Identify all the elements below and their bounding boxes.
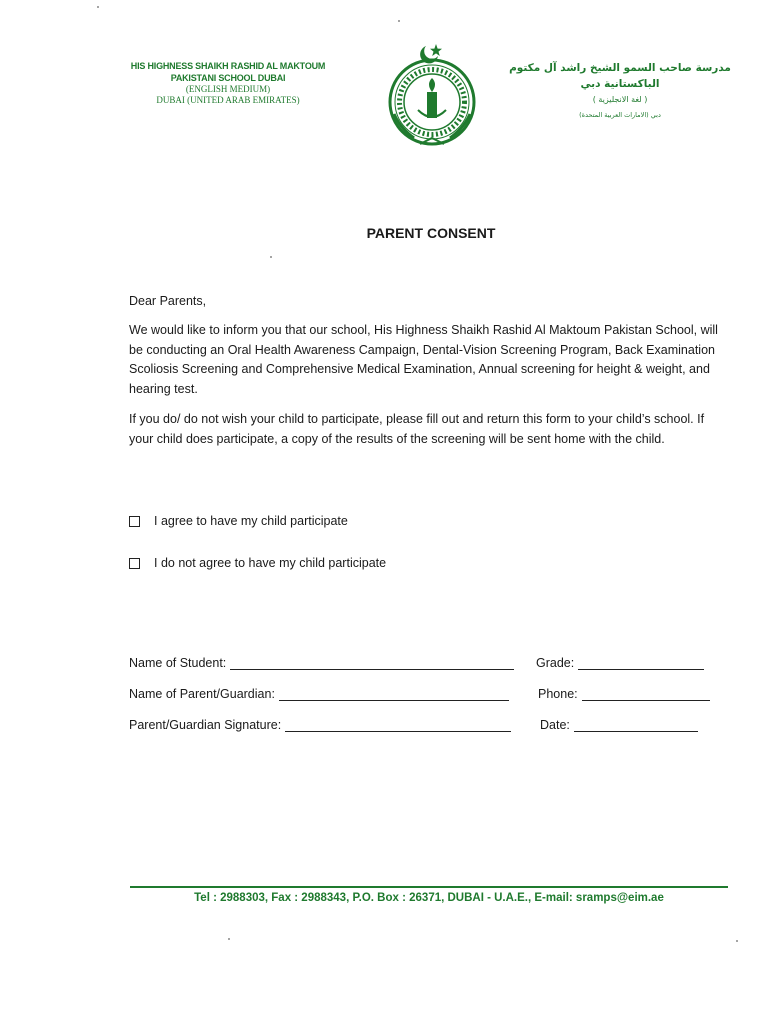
date-field[interactable] <box>540 718 698 732</box>
checkbox-disagree[interactable] <box>129 558 140 569</box>
consent-option-agree[interactable] <box>129 514 348 528</box>
student-name-line[interactable] <box>230 657 514 670</box>
scan-speck <box>736 940 738 942</box>
grade-line[interactable] <box>578 657 704 670</box>
date-label: Date: <box>540 718 570 732</box>
phone-line[interactable] <box>582 688 710 701</box>
school-name-english <box>118 60 338 106</box>
scan-speck <box>228 938 230 940</box>
grade-label: Grade: <box>536 656 575 670</box>
phone-field[interactable] <box>538 687 710 701</box>
checkbox-agree[interactable] <box>129 516 140 527</box>
arabic-line3: دبي (الامارات العربية المتحدة) <box>579 111 661 119</box>
parent-name-label: Name of Parent/Guardian: <box>129 687 275 701</box>
signature-line[interactable] <box>285 719 511 732</box>
paragraph-intro: We would like to inform you that our school, His Highness Shaikh Rashid Al Maktoum Pakistan School, will be conducting an Oral Health Awareness Campaign, Dental-Vision Screening Program, Back Examination Scoliosis Screening and Comprehensive Medical Examination, Annual screening for height & weight, and hearing test. <box>129 323 718 396</box>
footer-contact: Tel : 2988303, Fax : 2988343, P.O. Box : 26371, DUBAI - U.A.E., E-mail: sramps@eim.ae <box>194 892 664 904</box>
phone-label: Phone: <box>538 687 578 701</box>
footer-divider <box>130 886 728 888</box>
scan-speck <box>398 20 400 22</box>
school-medium: (ENGLISH MEDIUM) <box>185 84 271 94</box>
school-location: DUBAI (UNITED ARAB EMIRATES) <box>156 95 300 105</box>
option-disagree-label: I do not agree to have my child participate <box>154 556 387 570</box>
school-name-arabic <box>500 60 740 122</box>
option-agree-label: I agree to have my child participate <box>154 514 348 528</box>
consent-option-disagree[interactable] <box>129 556 386 570</box>
document-title: PARENT CONSENT <box>366 225 496 241</box>
salutation: Dear Parents, <box>129 294 207 308</box>
date-line[interactable] <box>574 719 698 732</box>
paragraph-instructions: If you do/ do not wish your child to participate, please fill out and return this form to your child’s school. If your child does participate, a copy of the results of the screening will be sent home with the child. <box>129 412 705 446</box>
student-name-field[interactable] <box>129 656 514 670</box>
scan-speck <box>270 256 272 258</box>
school-name-line1: HIS HIGHNESS SHAIKH RASHID AL MAKTOUM <box>130 61 326 71</box>
scan-speck <box>97 6 99 8</box>
arabic-line1: مدرسة صاحب السمو الشيخ راشد آل مكتوم الباكستانية دبي <box>509 62 731 90</box>
parent-name-line[interactable] <box>279 688 509 701</box>
signature-label: Parent/Guardian Signature: <box>129 718 282 732</box>
school-crest-icon <box>380 40 484 152</box>
student-name-label: Name of Student: <box>129 656 227 670</box>
school-name-line2: PAKISTANI SCHOOL DUBAI <box>170 73 286 83</box>
arabic-line2: ( لغة الانجليزية ) <box>592 95 648 104</box>
parent-name-field[interactable] <box>129 687 509 701</box>
grade-field[interactable] <box>536 656 704 670</box>
signature-field[interactable] <box>129 718 511 732</box>
